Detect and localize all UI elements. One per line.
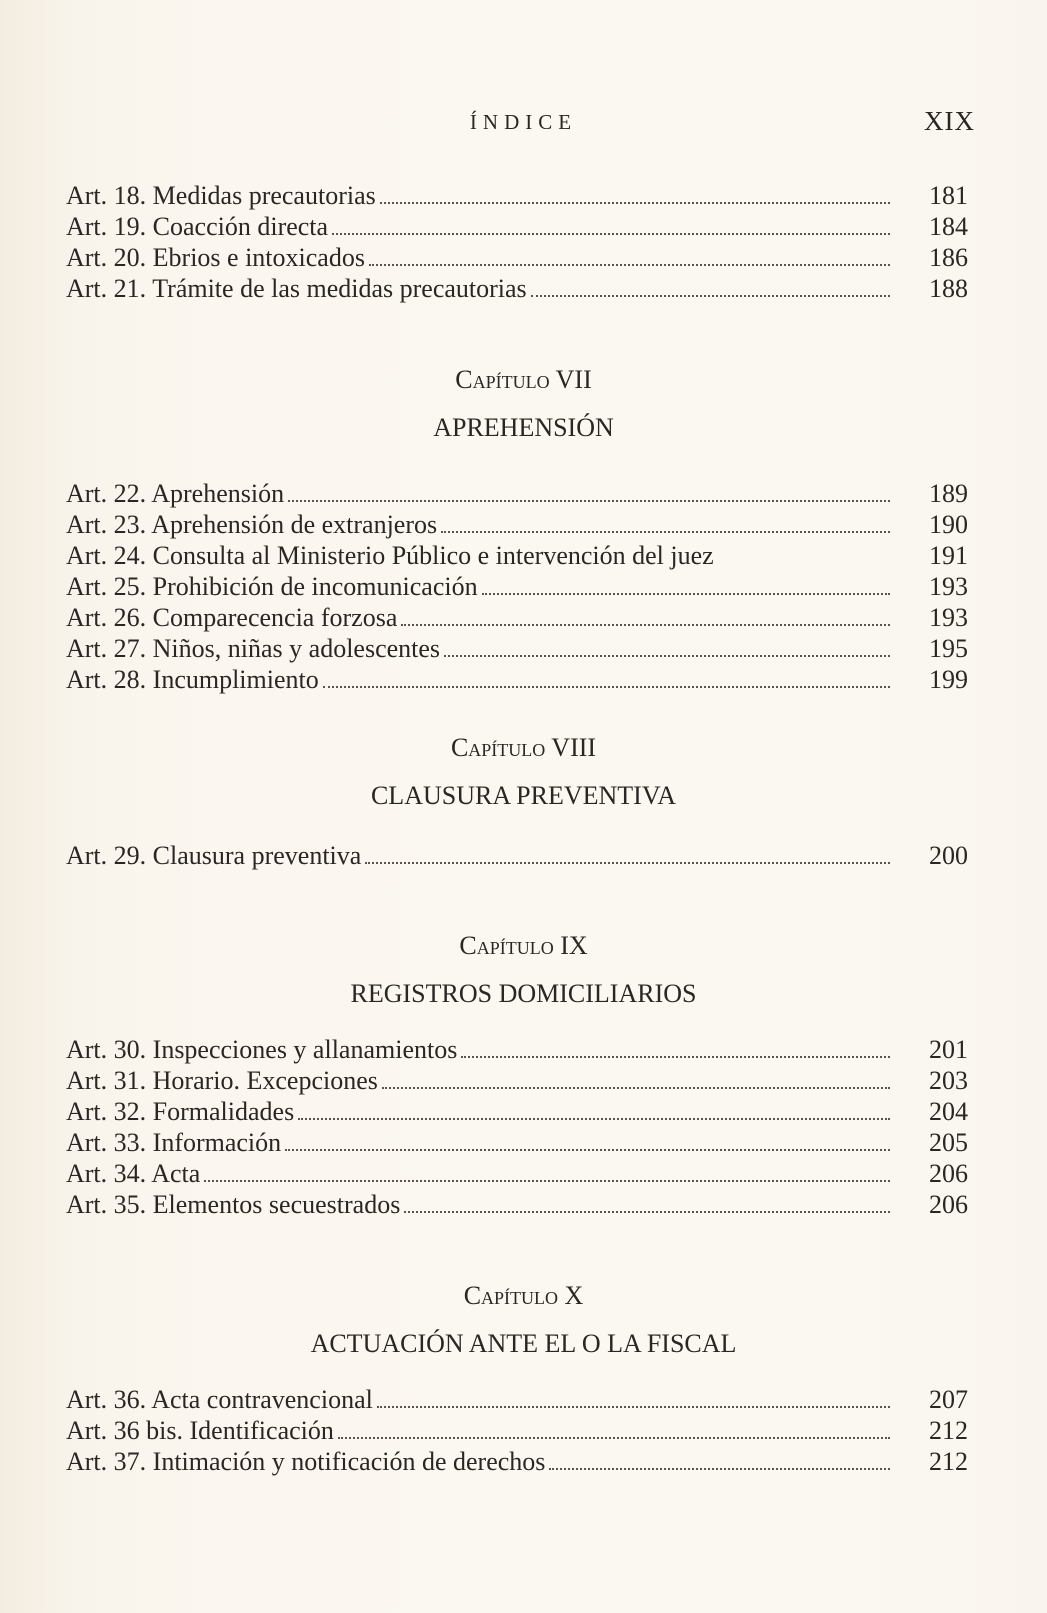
chapter-title: APREHENSIÓN xyxy=(433,413,614,442)
chapter-title: CLAUSURA PREVENTIVA xyxy=(370,781,677,810)
chapter-heading xyxy=(0,1278,1047,1364)
dot-leader xyxy=(382,1087,890,1089)
entry-page: 195 xyxy=(929,634,968,663)
toc-entry xyxy=(66,571,968,602)
entry-text: Art. 23. Aprehensión de extranjeros xyxy=(66,510,438,539)
dot-leader xyxy=(482,593,890,595)
entry-page: 190 xyxy=(929,510,968,539)
toc-entry xyxy=(66,602,968,633)
entry-text: Art. 31. Horario. Excepciones xyxy=(66,1066,378,1095)
dot-leader xyxy=(401,624,890,626)
entry-text: Art. 34. Acta xyxy=(66,1159,201,1188)
toc-entry xyxy=(66,540,968,571)
entry-text: Art. 33. Información xyxy=(66,1128,282,1157)
dot-leader xyxy=(298,1118,890,1120)
entry-page: 203 xyxy=(929,1066,968,1095)
dot-leader xyxy=(288,500,890,502)
dot-leader xyxy=(369,264,890,266)
entry-text: Art. 30. Inspecciones y allanamientos xyxy=(66,1035,458,1064)
chapter-heading xyxy=(0,730,1047,816)
entry-text: Art. 37. Intimación y notificación de derechos xyxy=(66,1447,546,1476)
running-head-title: ÍNDICE xyxy=(469,110,578,134)
entry-page: 212 xyxy=(929,1447,968,1476)
entry-list xyxy=(66,1034,968,1220)
entry-page: 206 xyxy=(929,1190,968,1219)
toc-entry xyxy=(66,633,968,664)
toc-entry xyxy=(66,1065,968,1096)
entry-text: Art. 18. Medidas precautorias xyxy=(66,181,376,210)
entry-list xyxy=(66,840,968,871)
toc-entry xyxy=(66,478,968,509)
dot-leader xyxy=(204,1180,890,1182)
dot-leader xyxy=(549,1468,890,1470)
entry-text: Art. 21. Trámite de las medidas precautorias xyxy=(66,274,527,303)
entry-list xyxy=(66,1384,968,1477)
entry-page: 201 xyxy=(929,1035,968,1064)
toc-entry xyxy=(66,1384,968,1415)
entry-page: 191 xyxy=(929,541,968,570)
entry-text: Art. 36 bis. Identificación xyxy=(66,1416,334,1445)
dot-leader xyxy=(380,202,890,204)
chapter-title: ACTUACIÓN ANTE EL O LA FISCAL xyxy=(310,1329,737,1358)
entry-text: Art. 28. Incumplimiento xyxy=(66,665,319,694)
dot-leader xyxy=(323,686,890,688)
entry-text: Art. 29. Clausura preventiva xyxy=(66,841,362,870)
dot-leader xyxy=(441,531,890,533)
dot-leader xyxy=(365,862,890,864)
dot-leader xyxy=(461,1056,890,1058)
entry-page: 186 xyxy=(929,243,968,272)
entry-text: Art. 24. Consulta al Ministerio Público e intervención del juez xyxy=(66,541,714,570)
entry-text: Art. 35. Elementos secuestrados xyxy=(66,1190,401,1219)
toc-entry xyxy=(66,1096,968,1127)
chapter-heading xyxy=(0,928,1047,1014)
toc-entry xyxy=(66,1158,968,1189)
toc-entry xyxy=(66,509,968,540)
entry-text: Art. 26. Comparecencia forzosa xyxy=(66,603,398,632)
entry-page: 188 xyxy=(929,274,968,303)
entry-text: Art. 36. Acta contravencional xyxy=(66,1385,373,1414)
toc-entry xyxy=(66,1189,968,1220)
toc-entry xyxy=(66,273,968,304)
entry-list xyxy=(66,478,968,695)
entry-text: Art. 32. Formalidades xyxy=(66,1097,295,1126)
chapter-title: REGISTROS DOMICILIARIOS xyxy=(350,979,697,1008)
entry-page: 205 xyxy=(929,1128,968,1157)
chapter-heading xyxy=(0,362,1047,448)
chapter-label: Capítulo VIII xyxy=(450,733,597,762)
dot-leader xyxy=(444,655,890,657)
entry-text: Art. 20. Ebrios e intoxicados xyxy=(66,243,365,272)
dot-leader xyxy=(377,1406,890,1408)
entry-page: 206 xyxy=(929,1159,968,1188)
toc-entry xyxy=(66,1034,968,1065)
entry-text: Art. 25. Prohibición de incomunicación xyxy=(66,572,478,601)
entry-page: 207 xyxy=(929,1385,968,1414)
toc-entry xyxy=(66,1415,968,1446)
entry-page: 184 xyxy=(929,212,968,241)
chapter-label: Capítulo IX xyxy=(459,931,588,960)
toc-entry xyxy=(66,180,968,211)
entry-text: Art. 19. Coacción directa xyxy=(66,212,329,241)
entry-text: Art. 22. Aprehensión xyxy=(66,479,285,508)
running-head xyxy=(0,106,1047,142)
entry-list xyxy=(66,180,968,304)
toc-entry xyxy=(66,664,968,695)
page-number: XIX xyxy=(924,106,975,136)
chapter-label: Capítulo VII xyxy=(455,365,592,394)
entry-page: 200 xyxy=(929,841,968,870)
entry-text: Art. 27. Niños, niñas y adolescentes xyxy=(66,634,441,663)
entry-page: 189 xyxy=(929,479,968,508)
entry-page: 193 xyxy=(929,603,968,632)
toc-entry xyxy=(66,840,968,871)
entry-page: 204 xyxy=(929,1097,968,1126)
dot-leader xyxy=(404,1211,890,1213)
entry-page: 199 xyxy=(929,665,968,694)
toc-entry xyxy=(66,1127,968,1158)
dot-leader xyxy=(531,295,890,297)
dot-leader xyxy=(285,1149,890,1151)
entry-page: 212 xyxy=(929,1416,968,1445)
chapter-label: Capítulo X xyxy=(463,1281,584,1310)
dot-leader xyxy=(332,233,890,235)
toc-entry xyxy=(66,211,968,242)
toc-entry xyxy=(66,242,968,273)
dot-leader xyxy=(338,1437,890,1439)
entry-page: 193 xyxy=(929,572,968,601)
toc-entry xyxy=(66,1446,968,1477)
entry-page: 181 xyxy=(929,181,968,210)
